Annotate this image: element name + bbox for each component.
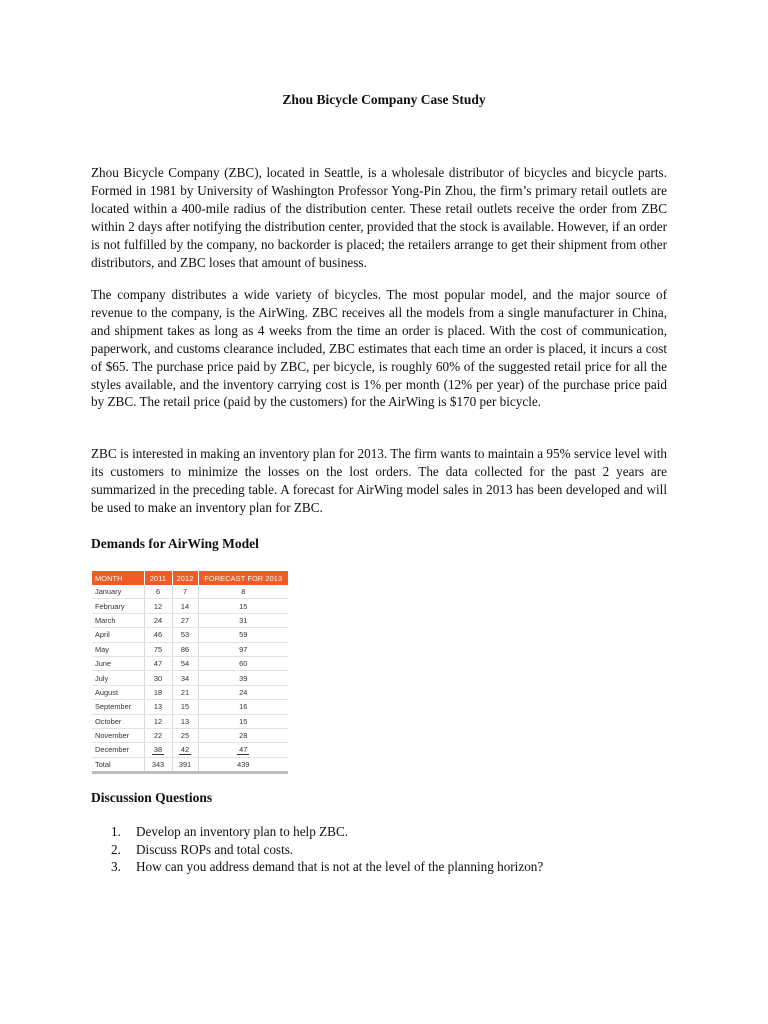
- table-cell-value: 16: [198, 700, 288, 714]
- table-cell-month: July: [92, 671, 144, 685]
- table-cell-value: 53: [172, 628, 198, 642]
- table-cell-value: 60: [198, 656, 288, 670]
- table-cell-value: 6: [144, 585, 172, 599]
- table-cell-value: 46: [144, 628, 172, 642]
- table-cell-month: November: [92, 728, 144, 742]
- table-cell-value: 28: [198, 728, 288, 742]
- table-row: [92, 685, 288, 699]
- table-cell-value: 8: [198, 585, 288, 599]
- table-cell-value: 47: [198, 743, 288, 757]
- table-cell-value: 24: [198, 685, 288, 699]
- discussion-question-list: [111, 823, 671, 876]
- document-title: Zhou Bicycle Company Case Study: [282, 92, 486, 107]
- total-value: 343: [144, 757, 172, 772]
- table-row: [92, 728, 288, 742]
- demand-table: [92, 571, 288, 774]
- table-row: [92, 642, 288, 656]
- table-cell-month: May: [92, 642, 144, 656]
- total-value: 391: [172, 757, 198, 772]
- table-row: [92, 714, 288, 728]
- table-cell-value: 38: [144, 743, 172, 757]
- paragraph-airwing-model: The company distributes a wide variety of bicycles. The most popular model, and the major source of revenue to the company, is the AirWing. ZBC receives all the models from a single manufacturer in China, and shipment takes as long as 4 weeks from the time an order is placed. With the cost of communication, paperwork, and customs clearance included, ZBC estimates that each time an order is placed, it incurs a cost of $65. The purchase price paid by ZBC, per bicycle, is roughly 60% of the suggested retail price for all the styles available, and the inventory carrying cost is 1% per month (12% per year) of the purchase price paid by ZBC. The retail price (paid by the customers) for the AirWing is $170 per bicycle.: [91, 287, 667, 410]
- discussion-heading: Discussion Questions: [91, 790, 213, 805]
- table-cell-value: 15: [172, 700, 198, 714]
- table-cell-value: 97: [198, 642, 288, 656]
- table-cell-value: 18: [144, 685, 172, 699]
- table-cell-value: 7: [172, 585, 198, 599]
- table-cell-month: September: [92, 700, 144, 714]
- table-cell-month: December: [92, 743, 144, 757]
- table-cell-month: April: [92, 628, 144, 642]
- table-cell-value: 39: [198, 671, 288, 685]
- demand-table-heading: Demands for AirWing Model: [91, 536, 259, 551]
- table-cell-month: February: [92, 599, 144, 613]
- table-cell-value: 15: [198, 714, 288, 728]
- table-cell-value: 30: [144, 671, 172, 685]
- total-label: Total: [92, 757, 144, 772]
- table-cell-value: 34: [172, 671, 198, 685]
- table-cell-month: January: [92, 585, 144, 599]
- list-item: 2. Discuss ROPs and total costs.: [111, 841, 294, 857]
- table-cell-value: 22: [144, 728, 172, 742]
- table-cell-value: 59: [198, 628, 288, 642]
- table-cell-value: 13: [172, 714, 198, 728]
- table-cell-value: 21: [172, 685, 198, 699]
- header-2011: 2011: [144, 571, 172, 585]
- table-cell-value: 75: [144, 642, 172, 656]
- table-cell-value: 15: [198, 599, 288, 613]
- table-row: [92, 743, 288, 757]
- table-cell-month: October: [92, 714, 144, 728]
- table-row: [92, 656, 288, 670]
- table-header-row: [92, 571, 288, 585]
- paragraph-inventory-plan: ZBC is interested in making an inventory plan for 2013. The firm wants to maintain a 95% service level with its customers to minimize the losses on the lost orders. The data collected for the past 2 years are summarized in the preceding table. A forecast for AirWing model sales in 2013 has been developed and will be used to make an inventory plan for ZBC.: [91, 446, 667, 515]
- table-cell-month: August: [92, 685, 144, 699]
- table-cell-value: 25: [172, 728, 198, 742]
- table-cell-month: June: [92, 656, 144, 670]
- table-cell-value: 86: [172, 642, 198, 656]
- table-cell-value: 27: [172, 613, 198, 627]
- table-cell-value: 42: [172, 743, 198, 757]
- table-row: [92, 628, 288, 642]
- table-cell-value: 31: [198, 613, 288, 627]
- total-value: 439: [198, 757, 288, 772]
- list-item: 3. How can you address demand that is not at the level of the planning horizon?: [111, 859, 544, 875]
- table-cell-value: 24: [144, 613, 172, 627]
- table-cell-value: 12: [144, 599, 172, 613]
- table-row: [92, 613, 288, 627]
- table-cell-month: March: [92, 613, 144, 627]
- table-cell-value: 12: [144, 714, 172, 728]
- table-cell-value: 47: [144, 656, 172, 670]
- header-forecast-2013: FORECAST FOR 2013: [198, 571, 288, 585]
- list-item: 1. Develop an inventory plan to help ZBC.: [111, 824, 349, 839]
- table-cell-value: 54: [172, 656, 198, 670]
- header-2012: 2012: [172, 571, 198, 585]
- table-row: [92, 700, 288, 714]
- table-total-row: [92, 757, 288, 772]
- table-row: [92, 585, 288, 599]
- table-cell-value: 13: [144, 700, 172, 714]
- header-month: MONTH: [92, 571, 144, 585]
- table-cell-value: 14: [172, 599, 198, 613]
- table-row: [92, 671, 288, 685]
- table-row: [92, 599, 288, 613]
- paragraph-company-background: Zhou Bicycle Company (ZBC), located in Seattle, is a wholesale distributor of bicycles and bicycle parts. Formed in 1981 by University of Washington Professor Yong-Pin Zhou, the firm’s primary retail outlets are located within a 400-mile radius of the distribution center. These retail outlets receive the order from ZBC within 2 days after notifying the distribution center, provided that the stock is available. However, if an order is not fulfilled by the company, no backorder is placed; the retailers arrange to get their shipment from other distributors, and ZBC loses that amount of business.: [91, 165, 667, 270]
